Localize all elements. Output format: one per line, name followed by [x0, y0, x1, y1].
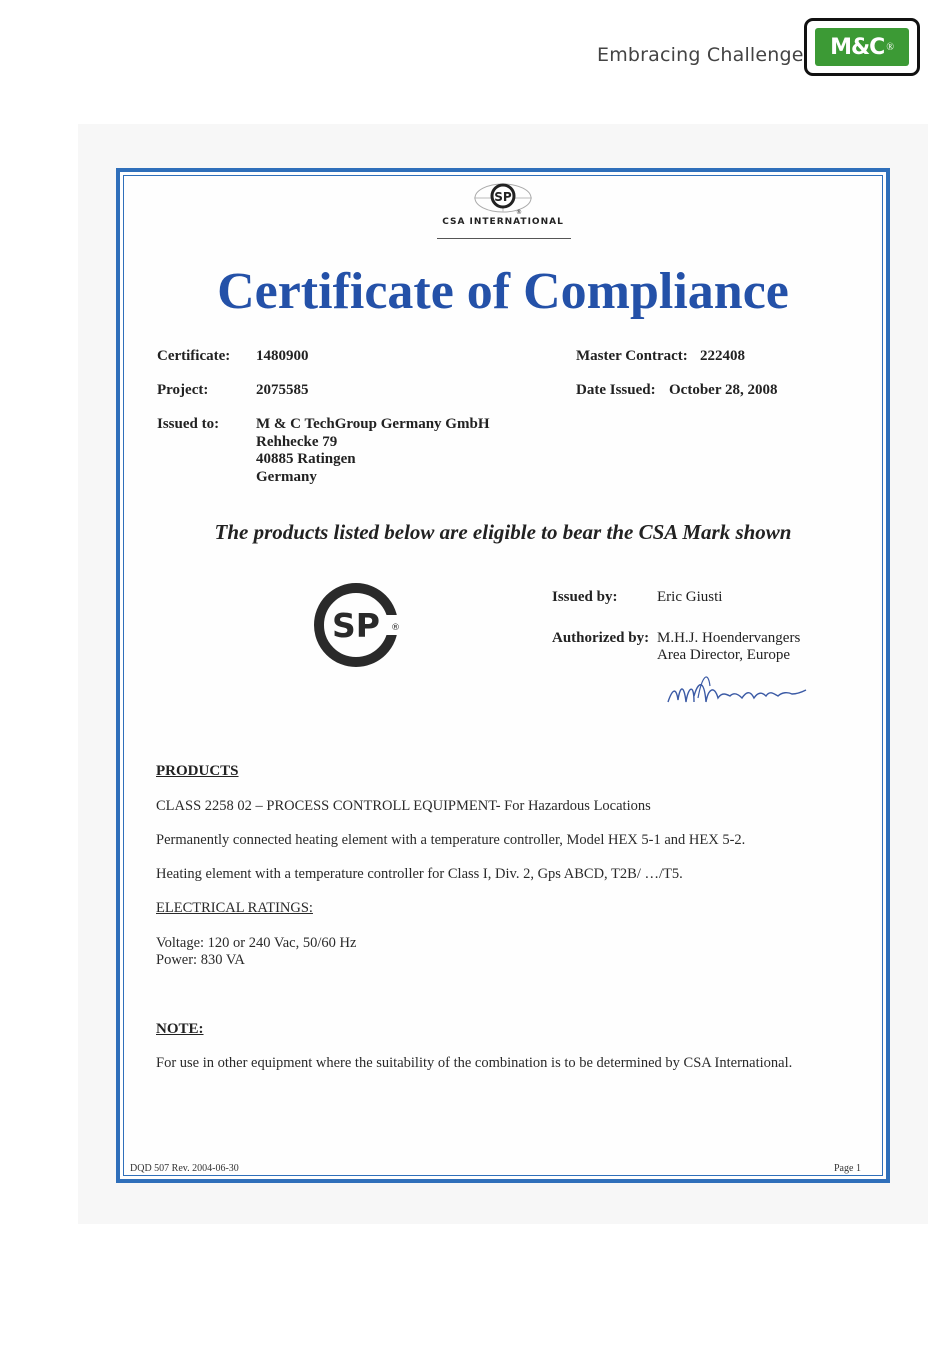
csa-mark-icon [313, 582, 405, 668]
svg-text:SP: SP [494, 190, 512, 204]
page-number: Page 1 [834, 1163, 861, 1174]
authorized-by-title: Area Director, Europe [657, 647, 791, 663]
project-number: 2075585 [256, 382, 309, 398]
address-line: M & C TechGroup Germany GmbH [256, 416, 490, 432]
svg-text:®: ® [516, 209, 522, 216]
address-line: Rehhecke 79 [256, 433, 338, 450]
divider [437, 238, 571, 239]
products-heading: PRODUCTS [156, 763, 239, 779]
power-rating: Power: 830 VA [156, 952, 245, 968]
authorized-by-name: M.H.J. Hoendervangers [657, 630, 801, 646]
master-contract-number: 222408 [700, 348, 745, 364]
product-hazard-line: Heating element with a temperature controller for Class I, Div. 2, Gps ABCD, T2B/ …/T5. [156, 866, 683, 882]
voltage-rating: Voltage: 120 or 240 Vac, 50/60 Hz [156, 935, 357, 951]
mc-logo-text: M&C [830, 34, 885, 60]
issued-by-label: Issued by: [552, 589, 618, 605]
note-heading: NOTE: [156, 1021, 204, 1037]
mc-logo [804, 18, 920, 76]
form-reference: DQD 507 Rev. 2004-06-30 [130, 1163, 239, 1174]
date-issued-label: Date Issued: [576, 382, 656, 398]
issued-by-name: Eric Giusti [657, 589, 723, 605]
master-contract-label: Master Contract: [576, 348, 688, 364]
svg-text:®: ® [391, 623, 400, 633]
signature [664, 672, 809, 712]
address-line: 40885 Ratingen [256, 451, 356, 467]
svg-text:SP: SP [332, 606, 380, 645]
certificate-number: 1480900 [256, 348, 309, 364]
date-issued-value: October 28, 2008 [669, 382, 778, 398]
note-text: For use in other equipment where the suitability of the combination is to be determined by CSA International. [156, 1055, 793, 1071]
certificate-title: Certificate of Compliance [217, 263, 789, 320]
product-description-line: Permanently connected heating element with a temperature controller, Model HEX 5-1 and HEX 5-2. [156, 832, 746, 848]
csa-international-text: CSA INTERNATIONAL [442, 217, 564, 227]
tagline: Embracing Challenge [597, 44, 804, 66]
issued-to-address [256, 416, 489, 486]
issued-to-label: Issued to: [157, 416, 220, 432]
project-label: Project: [157, 382, 209, 398]
mc-logo-registered: ® [886, 41, 894, 53]
product-class-line: CLASS 2258 02 – PROCESS CONTROLL EQUIPMENT- For Hazardous Locations [156, 798, 651, 814]
certificate-label: Certificate: [157, 348, 231, 364]
authorized-by-label: Authorized by: [552, 630, 650, 646]
address-line: Germany [256, 468, 317, 485]
eligibility-statement: The products listed below are eligible to bear the CSA Mark shown [214, 520, 792, 544]
electrical-ratings-heading: ELECTRICAL RATINGS: [156, 900, 313, 916]
